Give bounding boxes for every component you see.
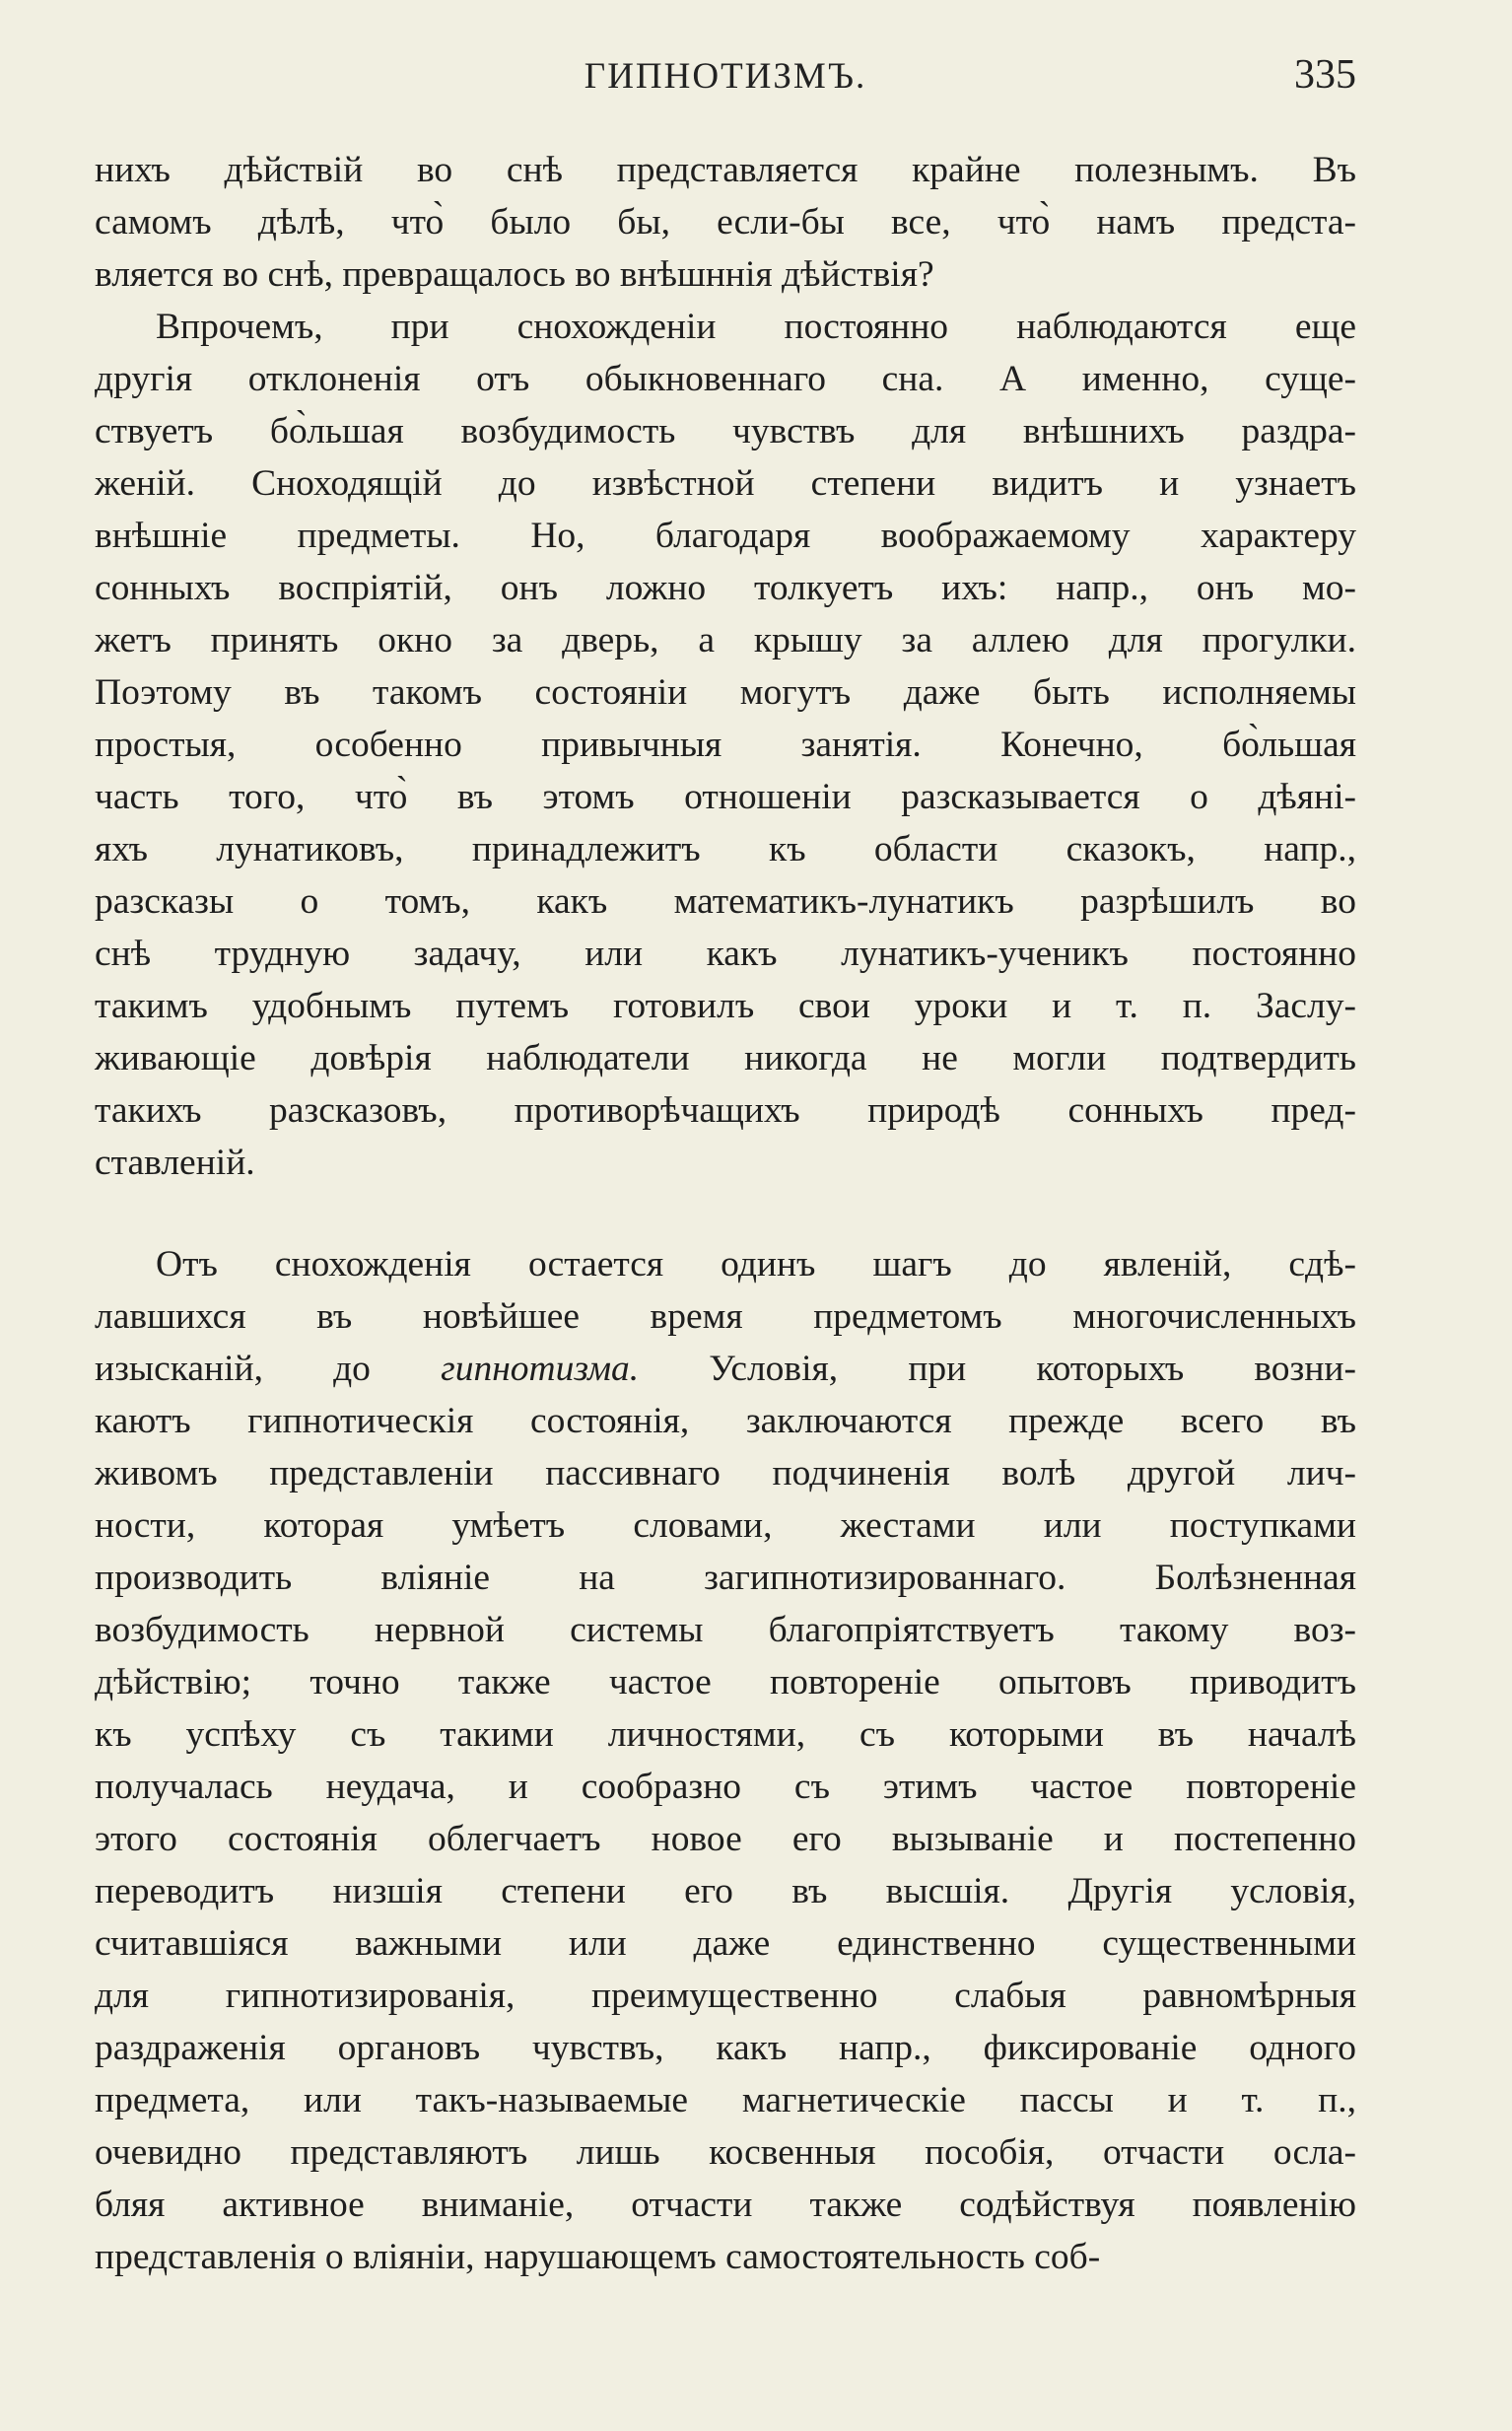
text-line: бляя активное вниманіе, отчасти также содѣйствуя появленію: [95, 2185, 1356, 2225]
text-line: получалась неудача, и сообразно съ этимъ частое повтореніе: [95, 1767, 1356, 1807]
text-line: другія отклоненія отъ обыкновеннаго сна. А именно, суще-: [95, 359, 1356, 399]
page-header: [95, 51, 1356, 101]
text-line: Впрочемъ, при снохожденіи постоянно наблюдаются еще: [156, 307, 1356, 347]
text-line: къ успѣху съ такими личностями, съ которыми въ началѣ: [95, 1714, 1356, 1755]
text-line: вляется во снѣ, превращалось во внѣшннія дѣйствія?: [95, 254, 934, 295]
text-line: ности, которая умѣетъ словами, жестами или поступками: [95, 1505, 1356, 1546]
page-number: 335: [1294, 52, 1356, 98]
text-line: представленія о вліяніи, нарушающемъ самостоятельность соб-: [95, 2237, 1101, 2277]
text-line: внѣшніе предметы. Но, благодаря воображаемому характеру: [95, 516, 1356, 556]
text-line: лавшихся въ новѣйшее время предметомъ многочисленныхъ: [95, 1296, 1356, 1337]
paragraph-gap: [95, 1189, 1356, 1238]
text-line: считавшіяся важными или даже единственно существенными: [95, 1923, 1356, 1964]
text-line: дѣйствію; точно также частое повтореніе опытовъ приводитъ: [95, 1662, 1356, 1702]
text-line: очевидно представляютъ лишь косвенныя пособія, отчасти осла-: [95, 2132, 1356, 2173]
text-line: женій. Сноходящій до извѣстной степени видитъ и узнаетъ: [95, 463, 1356, 504]
text-line: такимъ удобнымъ путемъ готовилъ свои уроки и т. п. Заслу-: [95, 986, 1356, 1026]
text-line: Отъ снохожденія остается одинъ шагъ до явленій, сдѣ-: [156, 1244, 1356, 1285]
text-line: предмета, или такъ-называемые магнетическіе пассы и т. п.,: [95, 2080, 1356, 2120]
text-line: этого состоянія облегчаетъ новое его вызываніе и постепенно: [95, 1819, 1356, 1859]
text-line: такихъ разсказовъ, противорѣчащихъ природѣ сонныхъ пред-: [95, 1090, 1356, 1131]
paragraph: [95, 1238, 1356, 2283]
text-line: производить вліяніе на загипнотизированнаго. Болѣзненная: [95, 1558, 1356, 1598]
text-line: живающіе довѣрія наблюдатели никогда не могли подтвердить: [95, 1038, 1356, 1078]
text-line: разсказы о томъ, какъ математикъ-лунатикъ разрѣшилъ во: [95, 881, 1356, 922]
text-line: каютъ гипнотическія состоянія, заключаются прежде всего въ: [95, 1401, 1356, 1441]
text-line: раздраженія органовъ чувствъ, какъ напр., фиксированіе одного: [95, 2028, 1356, 2068]
text-line: переводитъ низшія степени его въ высшія. Другія условія,: [95, 1871, 1356, 1911]
text-line: яхъ лунатиковъ, принадлежитъ къ области сказокъ, напр.,: [95, 829, 1356, 869]
text-line: часть того, что̀ въ этомъ отношеніи разсказывается о дѣяні-: [95, 777, 1356, 817]
text-line: нихъ дѣйствій во снѣ представляется крайне полезнымъ. Въ: [95, 150, 1356, 190]
text-line: Поэтому въ такомъ состояніи могутъ даже быть исполняемы: [95, 672, 1356, 713]
text-line: простыя, особенно привычныя занятія. Конечно, бо̀льшая: [95, 725, 1356, 765]
text-line: сонныхъ воспріятій, онъ ложно толкуетъ ихъ: напр., онъ мо-: [95, 568, 1356, 608]
text-line: самомъ дѣлѣ, что̀ было бы, если-бы все, что̀ намъ предста-: [95, 202, 1356, 243]
text-line: для гипнотизированія, преимущественно слабыя равномѣрныя: [95, 1976, 1356, 2016]
text-line: ставленій.: [95, 1143, 255, 1183]
text-line: изысканій, до гипнотизма. Условія, при которыхъ возни-: [95, 1349, 1356, 1389]
body-text: [95, 144, 1356, 2283]
running-title: ГИПНОТИЗМЪ.: [584, 56, 867, 97]
paragraph: [95, 301, 1356, 1189]
text-line: живомъ представленіи пассивнаго подчиненія волѣ другой лич-: [95, 1453, 1356, 1493]
text-line: жетъ принять окно за дверь, а крышу за аллею для прогулки.: [95, 620, 1356, 660]
text-line: ствуетъ бо̀льшая возбудимость чувствъ для внѣшнихъ раздра-: [95, 411, 1356, 451]
text-line: возбудимость нервной системы благопріятствуетъ такому воз-: [95, 1610, 1356, 1650]
italic-term: гипнотизма.: [441, 1349, 640, 1389]
paragraph: [95, 144, 1356, 301]
text-line: снѣ трудную задачу, или какъ лунатикъ-ученикъ постоянно: [95, 934, 1356, 974]
